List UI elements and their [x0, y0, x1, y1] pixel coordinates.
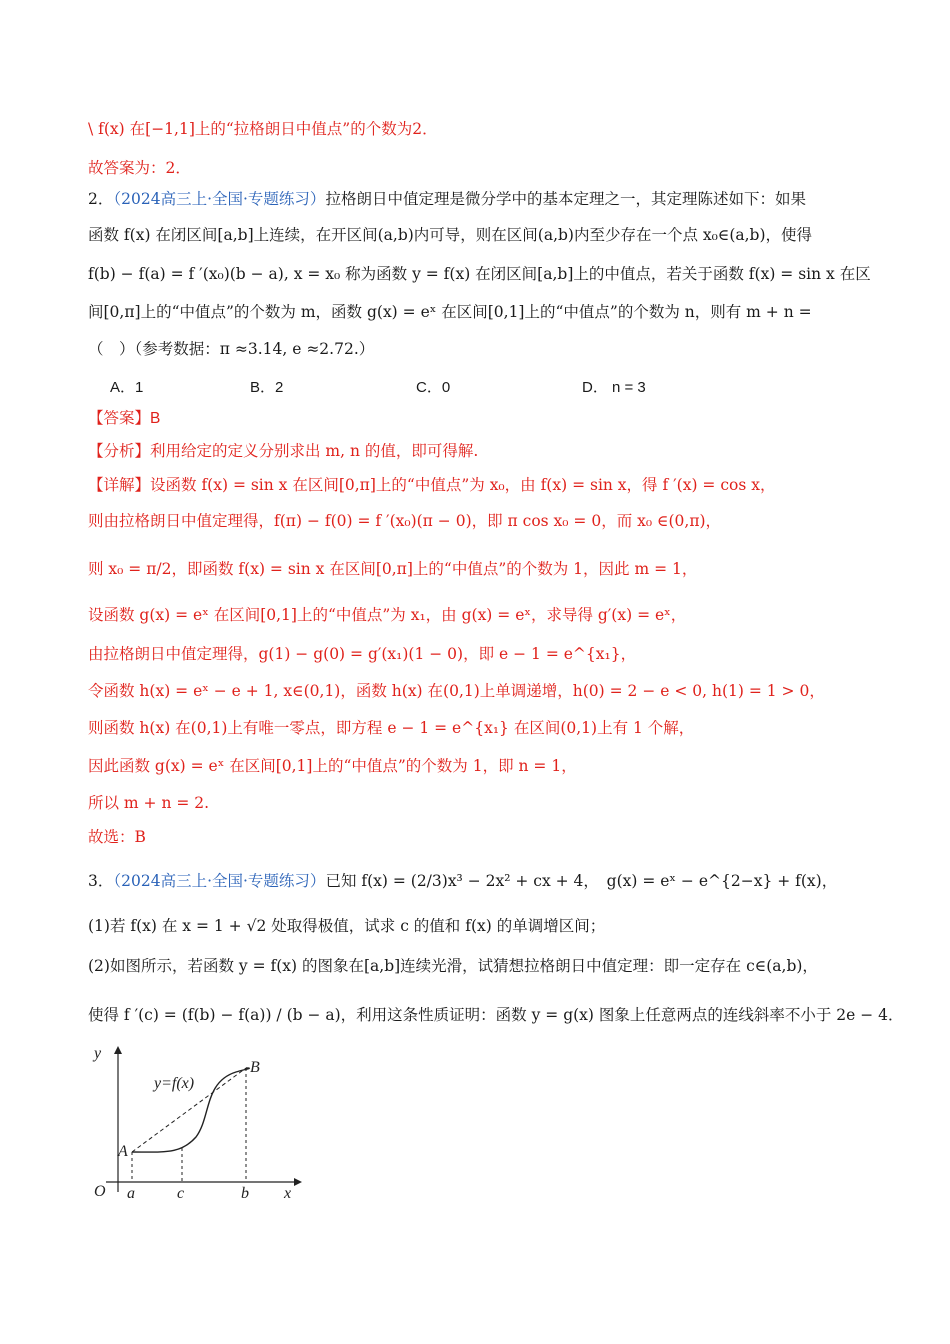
x-axis-arrow: [294, 1178, 302, 1186]
q3-part1: (1)若 f(x) 在 x = 1 + √2 处取得极值，试求 c 的值和 f(x) 的单调增区间；: [88, 917, 606, 935]
detail-text1: 设函数 f(x) = sin x 在区间[0,π]上的“中值点”为 x₀，由 f(x) = sin x，得 f ′(x) = cos x，: [150, 476, 776, 494]
q3-source: （2024高三上·全国·专题练习）: [113, 872, 326, 890]
q2-stem-line3: f(b) − f(a) = f ′(x₀)(b − a), x = x₀ 称为函数 y = f(x) 在闭区间[a,b]上的中值点，若关于函数 f(x) = sin x 在区: [88, 265, 871, 283]
tick-b-label: b: [241, 1185, 249, 1202]
point-b-label: B: [250, 1059, 260, 1076]
detail-line2: 则由拉格朗日中值定理得，f(π) − f(0) = f ′(x₀)(π − 0)，即 π cos x₀ = 0，而 x₀ ∈(0,π)，: [88, 512, 722, 530]
detail-line6: 令函数 h(x) = eˣ − e + 1, x∈(0,1)，函数 h(x) 在(0,1)上单调递增，h(0) = 2 − e < 0, h(1) = 1 > 0，: [88, 682, 825, 700]
origin-label: O: [94, 1183, 106, 1200]
q3-number: 3．: [88, 872, 114, 890]
q2-source: （2024高三上·全国·专题练习）: [113, 190, 326, 208]
q2-stem-line5: （ ）（参考数据：π ≈3.14, e ≈2.72.）: [88, 340, 375, 358]
detail-line3: 则 x₀ = π/2，即函数 f(x) = sin x 在区间[0,π]上的“中值点”的个数为 1，因此 m = 1，: [88, 560, 698, 578]
x-axis-label: x: [284, 1185, 292, 1202]
point-a-label: A: [118, 1143, 128, 1160]
tick-a-label: a: [127, 1185, 135, 1202]
detail-line5: 由拉格朗日中值定理得，g(1) − g(0) = g′(x₁)(1 − 0)，即 e − 1 = e^{x₁}，: [88, 645, 637, 663]
q3-stem: [88, 870, 837, 892]
q2-number: 2．: [88, 190, 114, 208]
answer-line: 【答案】B: [88, 410, 161, 427]
line-l1: [88, 118, 438, 140]
option-d: D． n = 3: [582, 379, 646, 396]
q2-text: 拉格朗日中值定理是微分学中的基本定理之一，其定理陈述如下：如果: [325, 190, 806, 208]
detail-line4: 设函数 g(x) = eˣ 在区间[0,1]上的“中值点”为 x₁，由 g(x) = eˣ，求导得 g′(x) = eˣ，: [88, 606, 687, 624]
l1-text: \ f(x) 在[−1,1]上的“拉格朗日中值点”的个数为2．: [88, 120, 438, 138]
curve-label: y=f(x): [154, 1075, 195, 1092]
q3-part2: (2)如图所示，若函数 y = f(x) 的图象在[a,b]连续光滑，试猜想拉格朗日中值定理：即一定存在 c∈(a,b)，: [88, 957, 818, 975]
detail-line7: 则函数 h(x) 在(0,1)上有唯一零点，即方程 e − 1 = e^{x₁} 在区间(0,1)上有 1 个解，: [88, 719, 695, 737]
q3-part2-cont: 使得 f ′(c) = (f(b) − f(a)) / (b − a)，利用这条性质证明：函数 y = g(x) 图象上任意两点的连线斜率不小于 2e − 4．: [88, 1006, 904, 1024]
q2-stem-line2: 函数 f(x) 在闭区间[a,b]上连续，在开区间(a,b)内可导，则在区间(a,b)内至少存在一个点 x₀∈(a,b)，使得: [88, 226, 813, 244]
option-b: B．2: [250, 379, 284, 396]
q3-text: 已知 f(x) = (2/3)x³ − 2x² + cx + 4， g(x) = eˣ − e^{2−x} + f(x)，: [325, 872, 838, 890]
q2-stem-line4: 间[0,π]上的“中值点”的个数为 m，函数 g(x) = eˣ 在区间[0,1]上的“中值点”的个数为 n，则有 m + n =: [88, 303, 812, 321]
line-l2: 故答案为：2．: [88, 159, 191, 177]
option-c: C．0: [416, 379, 451, 396]
mean-value-figure: [86, 1042, 306, 1202]
y-axis-arrow: [114, 1046, 122, 1054]
detail-line8: 因此函数 g(x) = eˣ 在区间[0,1]上的“中值点”的个数为 1，即 n = 1，: [88, 757, 577, 775]
q2-stem-line1: [88, 188, 806, 210]
detail-tag: 【详解】: [88, 477, 151, 494]
y-axis-label: y: [94, 1045, 102, 1062]
detail-line10: 故选：B: [88, 828, 146, 846]
detail-line9: 所以 m + n = 2.: [88, 794, 210, 812]
analysis-line: 【分析】利用给定的定义分别求出 m, n 的值，即可得解.: [88, 442, 479, 460]
detail-line1: [88, 474, 775, 497]
option-a: A．1: [110, 379, 144, 396]
tick-c-label: c: [177, 1185, 185, 1202]
